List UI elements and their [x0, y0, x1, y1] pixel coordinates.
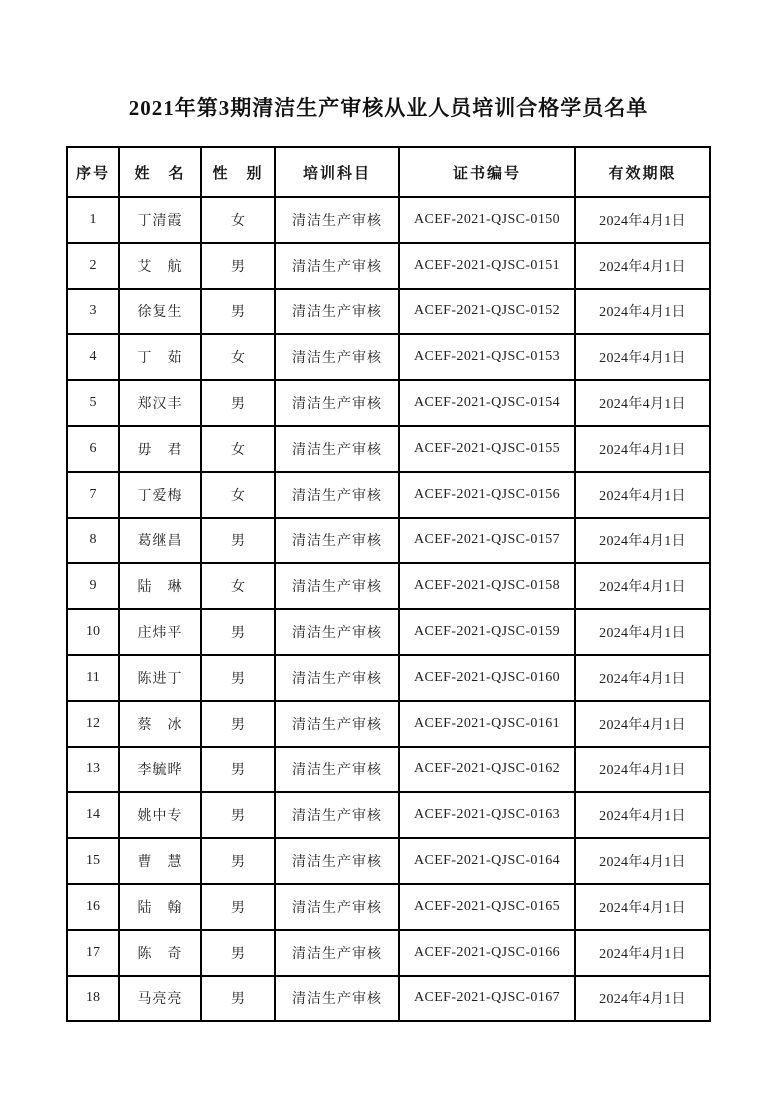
subject-cell: 清洁生产审核 [275, 243, 399, 289]
trainee-name-cell: 陆 翰 [119, 884, 201, 930]
column-header-3: 培训科目 [275, 147, 399, 197]
gender-cell: 男 [201, 792, 275, 838]
table-row [67, 197, 710, 243]
validity-date-cell: 2024年4月1日 [575, 243, 710, 289]
trainee-name-cell: 曹 慧 [119, 838, 201, 884]
row-number-cell: 16 [67, 884, 119, 930]
gender-cell: 男 [201, 701, 275, 747]
trainee-name-cell: 马亮亮 [119, 976, 201, 1022]
table-row [67, 243, 710, 289]
certificate-no-cell: ACEF-2021-QJSC-0156 [399, 472, 575, 518]
subject-cell: 清洁生产审核 [275, 563, 399, 609]
trainee-name-cell: 丁清霞 [119, 197, 201, 243]
gender-cell: 男 [201, 884, 275, 930]
row-number-cell: 8 [67, 518, 119, 564]
gender-cell: 男 [201, 518, 275, 564]
validity-date-cell: 2024年4月1日 [575, 838, 710, 884]
trainee-name-cell: 蔡 冰 [119, 701, 201, 747]
row-number-cell: 6 [67, 426, 119, 472]
trainee-name-cell: 丁 茹 [119, 334, 201, 380]
table-row [67, 747, 710, 793]
subject-cell: 清洁生产审核 [275, 289, 399, 335]
gender-cell: 男 [201, 655, 275, 701]
certificate-no-cell: ACEF-2021-QJSC-0166 [399, 930, 575, 976]
validity-date-cell: 2024年4月1日 [575, 426, 710, 472]
validity-date-cell: 2024年4月1日 [575, 563, 710, 609]
certificate-no-cell: ACEF-2021-QJSC-0157 [399, 518, 575, 564]
certificate-no-cell: ACEF-2021-QJSC-0167 [399, 976, 575, 1022]
trainee-name-cell: 丁爱梅 [119, 472, 201, 518]
page-title: 2021年第3期清洁生产审核从业人员培训合格学员名单 [128, 96, 649, 120]
table-row [67, 426, 710, 472]
certificate-no-cell: ACEF-2021-QJSC-0162 [399, 747, 575, 793]
gender-cell: 男 [201, 289, 275, 335]
row-number-cell: 9 [67, 563, 119, 609]
certificate-no-cell: ACEF-2021-QJSC-0154 [399, 380, 575, 426]
table-row [67, 792, 710, 838]
gender-cell: 男 [201, 930, 275, 976]
trainee-name-cell: 陈进丁 [119, 655, 201, 701]
gender-cell: 女 [201, 426, 275, 472]
row-number-cell: 10 [67, 609, 119, 655]
validity-date-cell: 2024年4月1日 [575, 655, 710, 701]
certificate-no-cell: ACEF-2021-QJSC-0158 [399, 563, 575, 609]
validity-date-cell: 2024年4月1日 [575, 884, 710, 930]
table-row [67, 609, 710, 655]
roster-table [66, 146, 711, 1022]
subject-cell: 清洁生产审核 [275, 197, 399, 243]
subject-cell: 清洁生产审核 [275, 976, 399, 1022]
subject-cell: 清洁生产审核 [275, 334, 399, 380]
certificate-no-cell: ACEF-2021-QJSC-0150 [399, 197, 575, 243]
validity-date-cell: 2024年4月1日 [575, 976, 710, 1022]
certificate-no-cell: ACEF-2021-QJSC-0163 [399, 792, 575, 838]
certificate-no-cell: ACEF-2021-QJSC-0152 [399, 289, 575, 335]
table-row [67, 884, 710, 930]
row-number-cell: 14 [67, 792, 119, 838]
table-row [67, 380, 710, 426]
row-number-cell: 1 [67, 197, 119, 243]
trainee-name-cell: 毋 君 [119, 426, 201, 472]
subject-cell: 清洁生产审核 [275, 655, 399, 701]
certificate-no-cell: ACEF-2021-QJSC-0155 [399, 426, 575, 472]
gender-cell: 男 [201, 976, 275, 1022]
row-number-cell: 18 [67, 976, 119, 1022]
trainee-name-cell: 庄炜平 [119, 609, 201, 655]
validity-date-cell: 2024年4月1日 [575, 930, 710, 976]
row-number-cell: 3 [67, 289, 119, 335]
row-number-cell: 17 [67, 930, 119, 976]
certificate-no-cell: ACEF-2021-QJSC-0161 [399, 701, 575, 747]
trainee-name-cell: 李毓晔 [119, 747, 201, 793]
trainee-name-cell: 陈 奇 [119, 930, 201, 976]
trainee-name-cell: 姚中专 [119, 792, 201, 838]
validity-date-cell: 2024年4月1日 [575, 289, 710, 335]
subject-cell: 清洁生产审核 [275, 518, 399, 564]
column-header-0: 序号 [67, 147, 119, 197]
certificate-no-cell: ACEF-2021-QJSC-0153 [399, 334, 575, 380]
certificate-no-cell: ACEF-2021-QJSC-0160 [399, 655, 575, 701]
certificate-no-cell: ACEF-2021-QJSC-0164 [399, 838, 575, 884]
subject-cell: 清洁生产审核 [275, 426, 399, 472]
table-row [67, 518, 710, 564]
subject-cell: 清洁生产审核 [275, 747, 399, 793]
gender-cell: 女 [201, 334, 275, 380]
row-number-cell: 11 [67, 655, 119, 701]
table-row [67, 838, 710, 884]
certificate-no-cell: ACEF-2021-QJSC-0165 [399, 884, 575, 930]
gender-cell: 女 [201, 563, 275, 609]
row-number-cell: 4 [67, 334, 119, 380]
validity-date-cell: 2024年4月1日 [575, 380, 710, 426]
subject-cell: 清洁生产审核 [275, 380, 399, 426]
table-row [67, 289, 710, 335]
column-header-5: 有效期限 [575, 147, 710, 197]
validity-date-cell: 2024年4月1日 [575, 197, 710, 243]
header-row [67, 147, 710, 197]
validity-date-cell: 2024年4月1日 [575, 334, 710, 380]
validity-date-cell: 2024年4月1日 [575, 701, 710, 747]
subject-cell: 清洁生产审核 [275, 838, 399, 884]
column-header-2: 性 别 [201, 147, 275, 197]
subject-cell: 清洁生产审核 [275, 930, 399, 976]
row-number-cell: 7 [67, 472, 119, 518]
trainee-name-cell: 徐复生 [119, 289, 201, 335]
certificate-no-cell: ACEF-2021-QJSC-0159 [399, 609, 575, 655]
trainee-name-cell: 艾 航 [119, 243, 201, 289]
validity-date-cell: 2024年4月1日 [575, 609, 710, 655]
table-row [67, 563, 710, 609]
gender-cell: 男 [201, 747, 275, 793]
trainee-name-cell: 葛继昌 [119, 518, 201, 564]
row-number-cell: 12 [67, 701, 119, 747]
row-number-cell: 13 [67, 747, 119, 793]
row-number-cell: 2 [67, 243, 119, 289]
gender-cell: 男 [201, 243, 275, 289]
gender-cell: 男 [201, 609, 275, 655]
gender-cell: 女 [201, 472, 275, 518]
validity-date-cell: 2024年4月1日 [575, 518, 710, 564]
row-number-cell: 5 [67, 380, 119, 426]
row-number-cell: 15 [67, 838, 119, 884]
column-header-1: 姓 名 [119, 147, 201, 197]
gender-cell: 女 [201, 197, 275, 243]
subject-cell: 清洁生产审核 [275, 884, 399, 930]
table-row [67, 930, 710, 976]
validity-date-cell: 2024年4月1日 [575, 747, 710, 793]
certificate-no-cell: ACEF-2021-QJSC-0151 [399, 243, 575, 289]
table-row [67, 655, 710, 701]
column-header-4: 证书编号 [399, 147, 575, 197]
validity-date-cell: 2024年4月1日 [575, 472, 710, 518]
validity-date-cell: 2024年4月1日 [575, 792, 710, 838]
table-row [67, 334, 710, 380]
trainee-name-cell: 郑汉丰 [119, 380, 201, 426]
trainee-name-cell: 陆 琳 [119, 563, 201, 609]
subject-cell: 清洁生产审核 [275, 792, 399, 838]
table-row [67, 701, 710, 747]
gender-cell: 男 [201, 380, 275, 426]
subject-cell: 清洁生产审核 [275, 609, 399, 655]
table-row [67, 472, 710, 518]
subject-cell: 清洁生产审核 [275, 472, 399, 518]
subject-cell: 清洁生产审核 [275, 701, 399, 747]
gender-cell: 男 [201, 838, 275, 884]
table-row [67, 976, 710, 1022]
